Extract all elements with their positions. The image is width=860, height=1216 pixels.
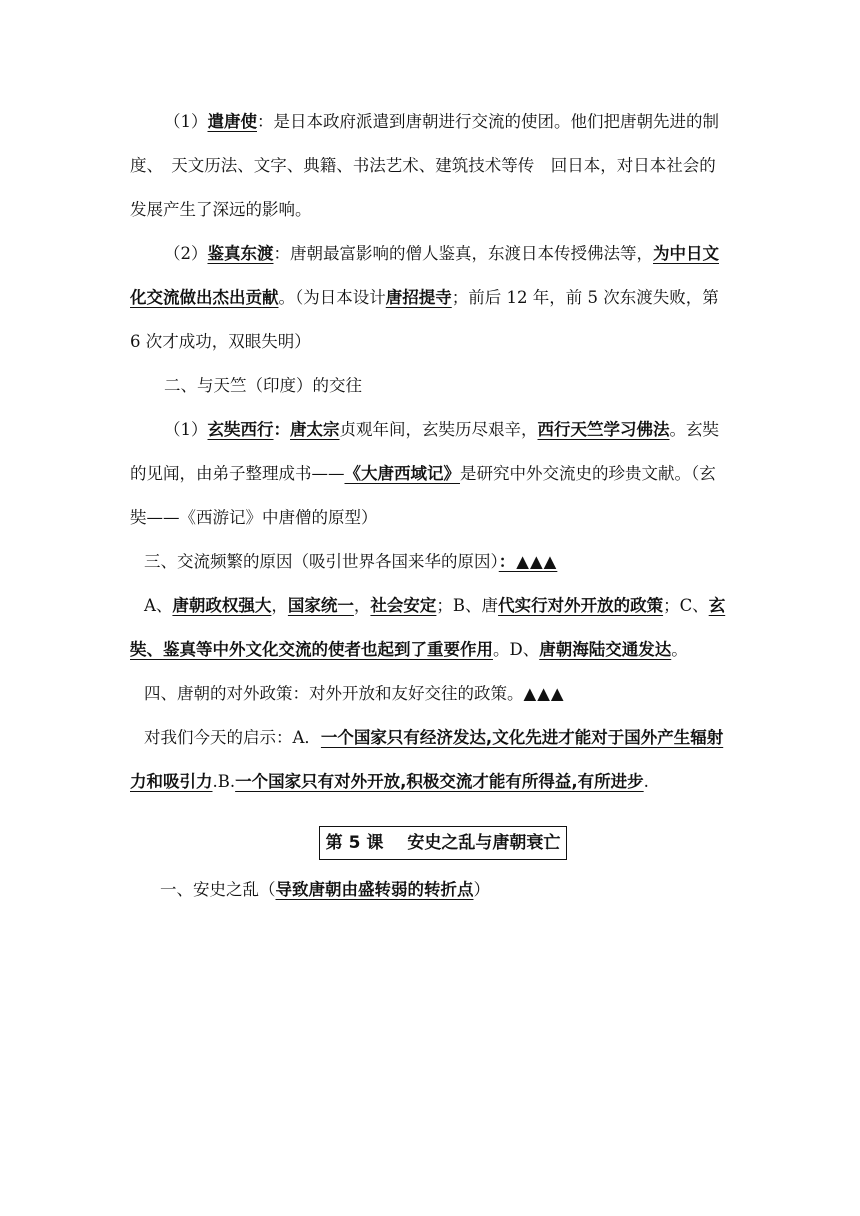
xuanzang-purpose: 西行天竺学习佛法	[537, 420, 670, 439]
insight-label: .B.	[212, 772, 236, 791]
heading-reasons-text: 三、交流频繁的原因（吸引世界各国来华的原因）	[144, 552, 499, 571]
reason-b: 代实行对外开放的政策	[498, 596, 664, 615]
heading-anshi-text: 一、安史之乱（	[160, 880, 276, 899]
xuanzang-text: 。玄奘的见闻，由弟子整理成书——	[130, 420, 719, 483]
document-page	[130, 100, 730, 912]
heading-policy-text: 四、唐朝的对外政策：对外开放和友好交往的政策。	[144, 684, 524, 703]
paragraph-reasons	[130, 584, 730, 672]
heading-india: 二、与天竺（印度）的交往	[164, 376, 362, 395]
item-number: （1）	[164, 112, 208, 131]
comma: ，	[353, 596, 371, 615]
item-number: （2）	[164, 244, 208, 263]
insight-label: 对我们今天的启示：A．	[144, 728, 321, 747]
jianzhen-text: ：唐朝最富影响的僧人鉴真，东渡日本传授佛法等，	[273, 244, 653, 263]
reason-a3: 社会安定	[370, 596, 437, 615]
colon: ：	[273, 420, 290, 439]
envoys-text: ：是日本政府派遣到唐朝进行交流的使团。他们把唐朝先进的制度、 天文历法、文字、典籍、书法艺术、建筑技术等传 回日本，对日本社会的发展产生了深远的影响。	[130, 112, 719, 219]
comma: ，	[271, 596, 288, 615]
term-envoys: 遣唐使	[207, 112, 257, 131]
lesson-heading-box	[319, 826, 568, 860]
insight-a: 一个国家只有经济发达,文化先进才能对于国外产生辐射力和吸引力	[130, 728, 724, 791]
reason-label: ；B、唐	[436, 596, 499, 615]
importance-mark: ▲▲▲	[523, 684, 565, 703]
xuanzang-text: 贞观年间，玄奘历尽艰辛，	[339, 420, 538, 439]
term-xuanzang: 玄奘西行	[207, 420, 274, 439]
paragraph-xuanzang	[130, 408, 730, 540]
reason-label: A、	[144, 596, 173, 615]
lesson-title: 安史之乱与唐朝衰亡	[407, 833, 561, 853]
jianzhen-text: 。（为日本设计	[278, 288, 386, 307]
paragraph-jianzhen	[130, 232, 730, 364]
reason-c: 玄奘、鉴真等中外文化交流的使者也起到了重要作用	[130, 596, 726, 659]
insight-b: 一个国家只有对外开放,积极交流才能有所得益,有所进步	[235, 772, 644, 791]
term-jianzhen: 鉴真东渡	[207, 244, 274, 263]
lesson-number: 第 5 课	[325, 833, 384, 853]
item-number: （1）	[164, 420, 208, 439]
turning-point: 导致唐朝由盛转弱的转折点	[275, 880, 474, 899]
period: 。	[671, 640, 688, 659]
reason-label: ；C、	[663, 596, 709, 615]
jianzhen-contribution: 为中日文化交流做出杰出贡献	[130, 244, 719, 307]
heading-anshi	[130, 868, 730, 912]
paren: ）	[473, 880, 490, 899]
xuanzang-text: 是研究中外交流史的珍贵文献。（玄奘——《西游记》中唐僧的原型）	[130, 464, 716, 527]
reason-d: 唐朝海陆交通发达	[539, 640, 672, 659]
book-title: 《大唐西域记》	[344, 464, 460, 483]
jianzhen-text: ；前后 12 年，前 5 次东渡失败，第 6 次才成功，双眼失明）	[130, 288, 719, 351]
term-taizong: 唐太宗	[290, 420, 340, 439]
paragraph-insight	[130, 716, 730, 804]
reason-a1: 唐朝政权强大	[172, 596, 272, 615]
paragraph-envoys	[130, 100, 730, 232]
lesson-heading-row	[130, 818, 730, 868]
period: .	[643, 772, 649, 791]
heading-reasons	[130, 540, 730, 584]
reason-label: 。D、	[493, 640, 540, 659]
importance-mark: ：▲▲▲	[498, 552, 558, 571]
term-tangzhaoti-temple: 唐招提寺	[385, 288, 452, 307]
heading-policy	[130, 672, 730, 716]
reason-a2: 国家统一	[287, 596, 354, 615]
